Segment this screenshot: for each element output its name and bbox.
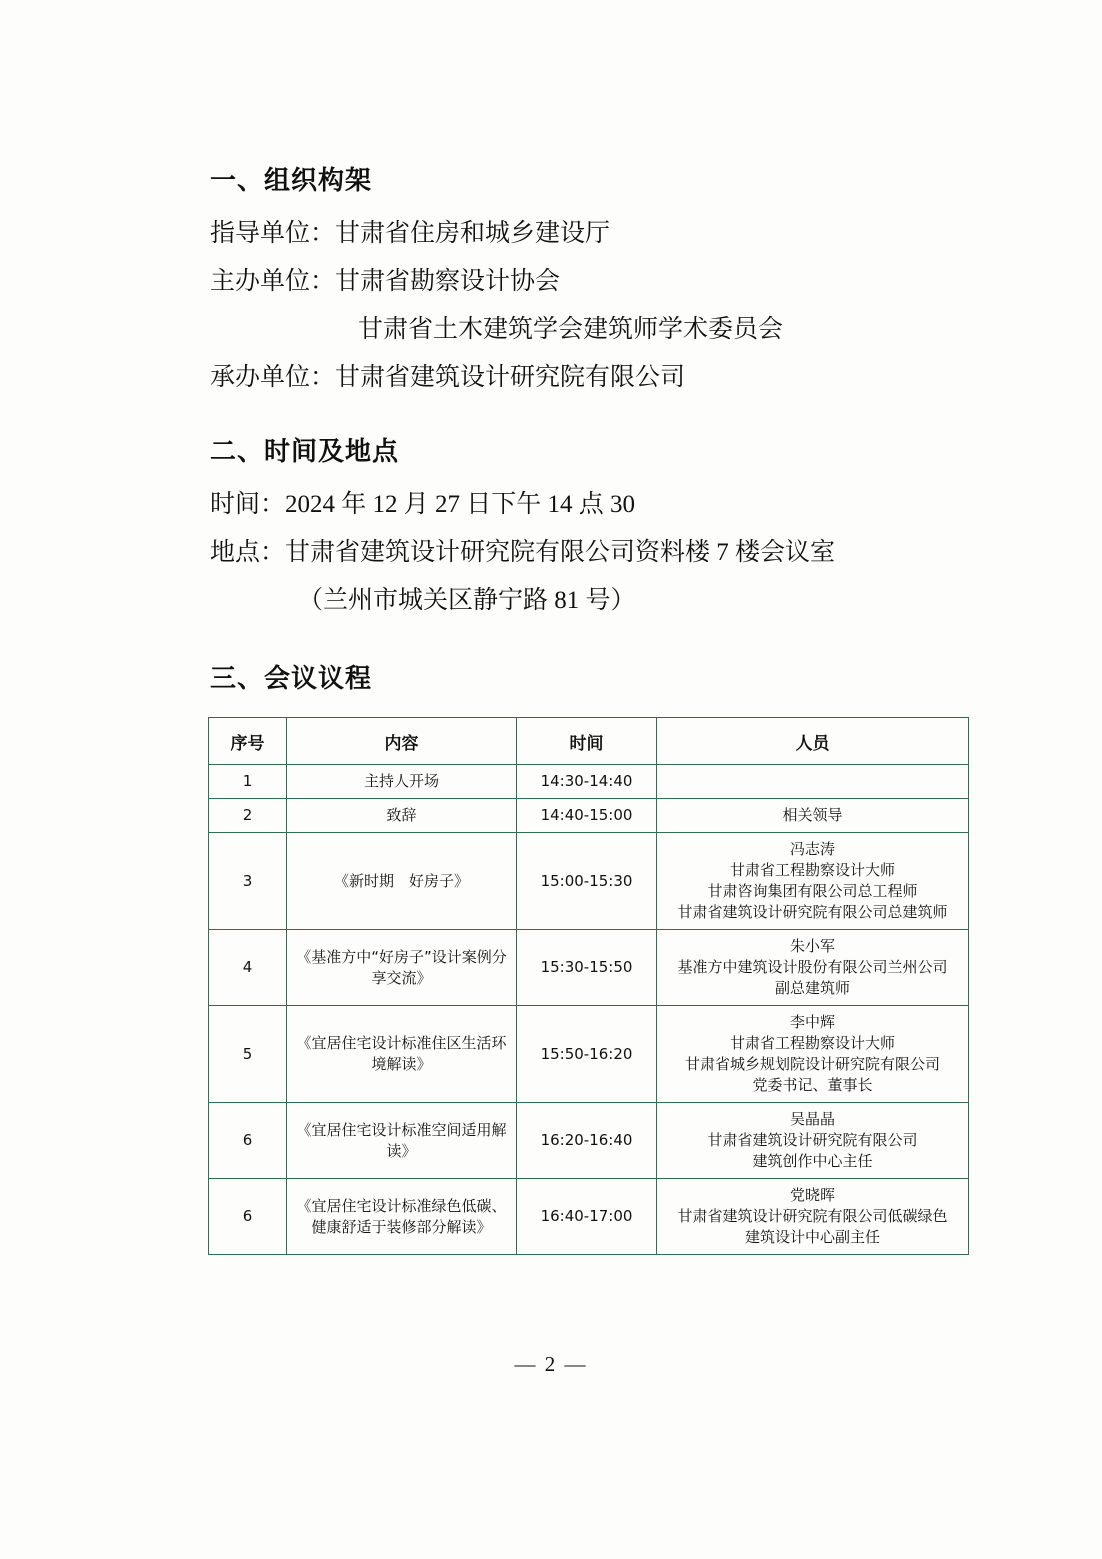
cell-topic: 致辞: [287, 799, 517, 833]
section-2-line-3: （兰州市城关区静宁路 81 号）: [298, 587, 636, 614]
cell-people: 冯志涛 甘肃省工程勘察设计大师 甘肃咨询集团有限公司总工程师 甘肃省建筑设计研究院有限公司总建筑师: [657, 833, 969, 930]
section-heading-3: 三、会议议程: [210, 664, 373, 694]
column-header-people: 人员: [657, 718, 969, 765]
section-1-line-4: 承办单位：甘肃省建筑设计研究院有限公司: [210, 364, 686, 391]
cell-people: 相关领导: [657, 799, 969, 833]
table-row: [209, 1179, 969, 1255]
agenda-table: [208, 717, 969, 1255]
cell-people: 李中辉 甘肃省工程勘察设计大师 甘肃省城乡规划院设计研究院有限公司 党委书记、董事长: [657, 1006, 969, 1103]
document-content: [138, 160, 968, 1255]
cell-topic: 《宜居住宅设计标准空间适用解读》: [287, 1103, 517, 1179]
section-heading-2: 二、时间及地点: [210, 437, 400, 467]
table-row: [209, 833, 969, 930]
cell-index: 1: [209, 765, 287, 799]
section-2-line-2: 地点：甘肃省建筑设计研究院有限公司资料楼 7 楼会议室: [210, 539, 836, 566]
table-row: [209, 930, 969, 1006]
table-row: [209, 1006, 969, 1103]
cell-index: 6: [209, 1179, 287, 1255]
table-row: [209, 799, 969, 833]
cell-index: 5: [209, 1006, 287, 1103]
cell-index: 2: [209, 799, 287, 833]
column-header-topic: 内容: [287, 718, 517, 765]
cell-time: 15:00-15:30: [517, 833, 657, 930]
section-heading-1: 一、组织构架: [210, 166, 373, 196]
cell-topic: 主持人开场: [287, 765, 517, 799]
section-1-line-3: 甘肃省土木建筑学会建筑师学术委员会: [358, 316, 784, 343]
cell-topic: 《宜居住宅设计标准绿色低碳、健康舒适于装修部分解读》: [287, 1179, 517, 1255]
cell-topic: 《基准方中“好房子”设计案例分享交流》: [287, 930, 517, 1006]
section-1-line-2: 主办单位：甘肃省勘察设计协会: [210, 268, 561, 295]
column-header-time: 时间: [517, 718, 657, 765]
cell-time: 15:30-15:50: [517, 930, 657, 1006]
section-1-line-1: 指导单位：甘肃省住房和城乡建设厅: [210, 220, 611, 247]
cell-people: 吴晶晶 甘肃省建筑设计研究院有限公司 建筑创作中心主任: [657, 1103, 969, 1179]
cell-people: 党晓晖 甘肃省建筑设计研究院有限公司低碳绿色 建筑设计中心副主任: [657, 1179, 969, 1255]
cell-time: 14:30-14:40: [517, 765, 657, 799]
cell-time: 16:20-16:40: [517, 1103, 657, 1179]
cell-index: 4: [209, 930, 287, 1006]
cell-time: 15:50-16:20: [517, 1006, 657, 1103]
page-number: — 2 —: [514, 1352, 588, 1376]
cell-index: 3: [209, 833, 287, 930]
cell-people: 朱小军 基准方中建筑设计股份有限公司兰州公司 副总建筑师: [657, 930, 969, 1006]
cell-topic: 《新时期 好房子》: [287, 833, 517, 930]
cell-people: [657, 765, 969, 799]
table-header-row: [209, 718, 969, 765]
cell-time: 14:40-15:00: [517, 799, 657, 833]
cell-time: 16:40-17:00: [517, 1179, 657, 1255]
section-2-line-1: 时间：2024 年 12 月 27 日下午 14 点 30: [210, 491, 636, 518]
column-header-index: 序号: [209, 718, 287, 765]
cell-index: 6: [209, 1103, 287, 1179]
table-row: [209, 765, 969, 799]
cell-topic: 《宜居住宅设计标准住区生活环境解读》: [287, 1006, 517, 1103]
table-row: [209, 1103, 969, 1179]
